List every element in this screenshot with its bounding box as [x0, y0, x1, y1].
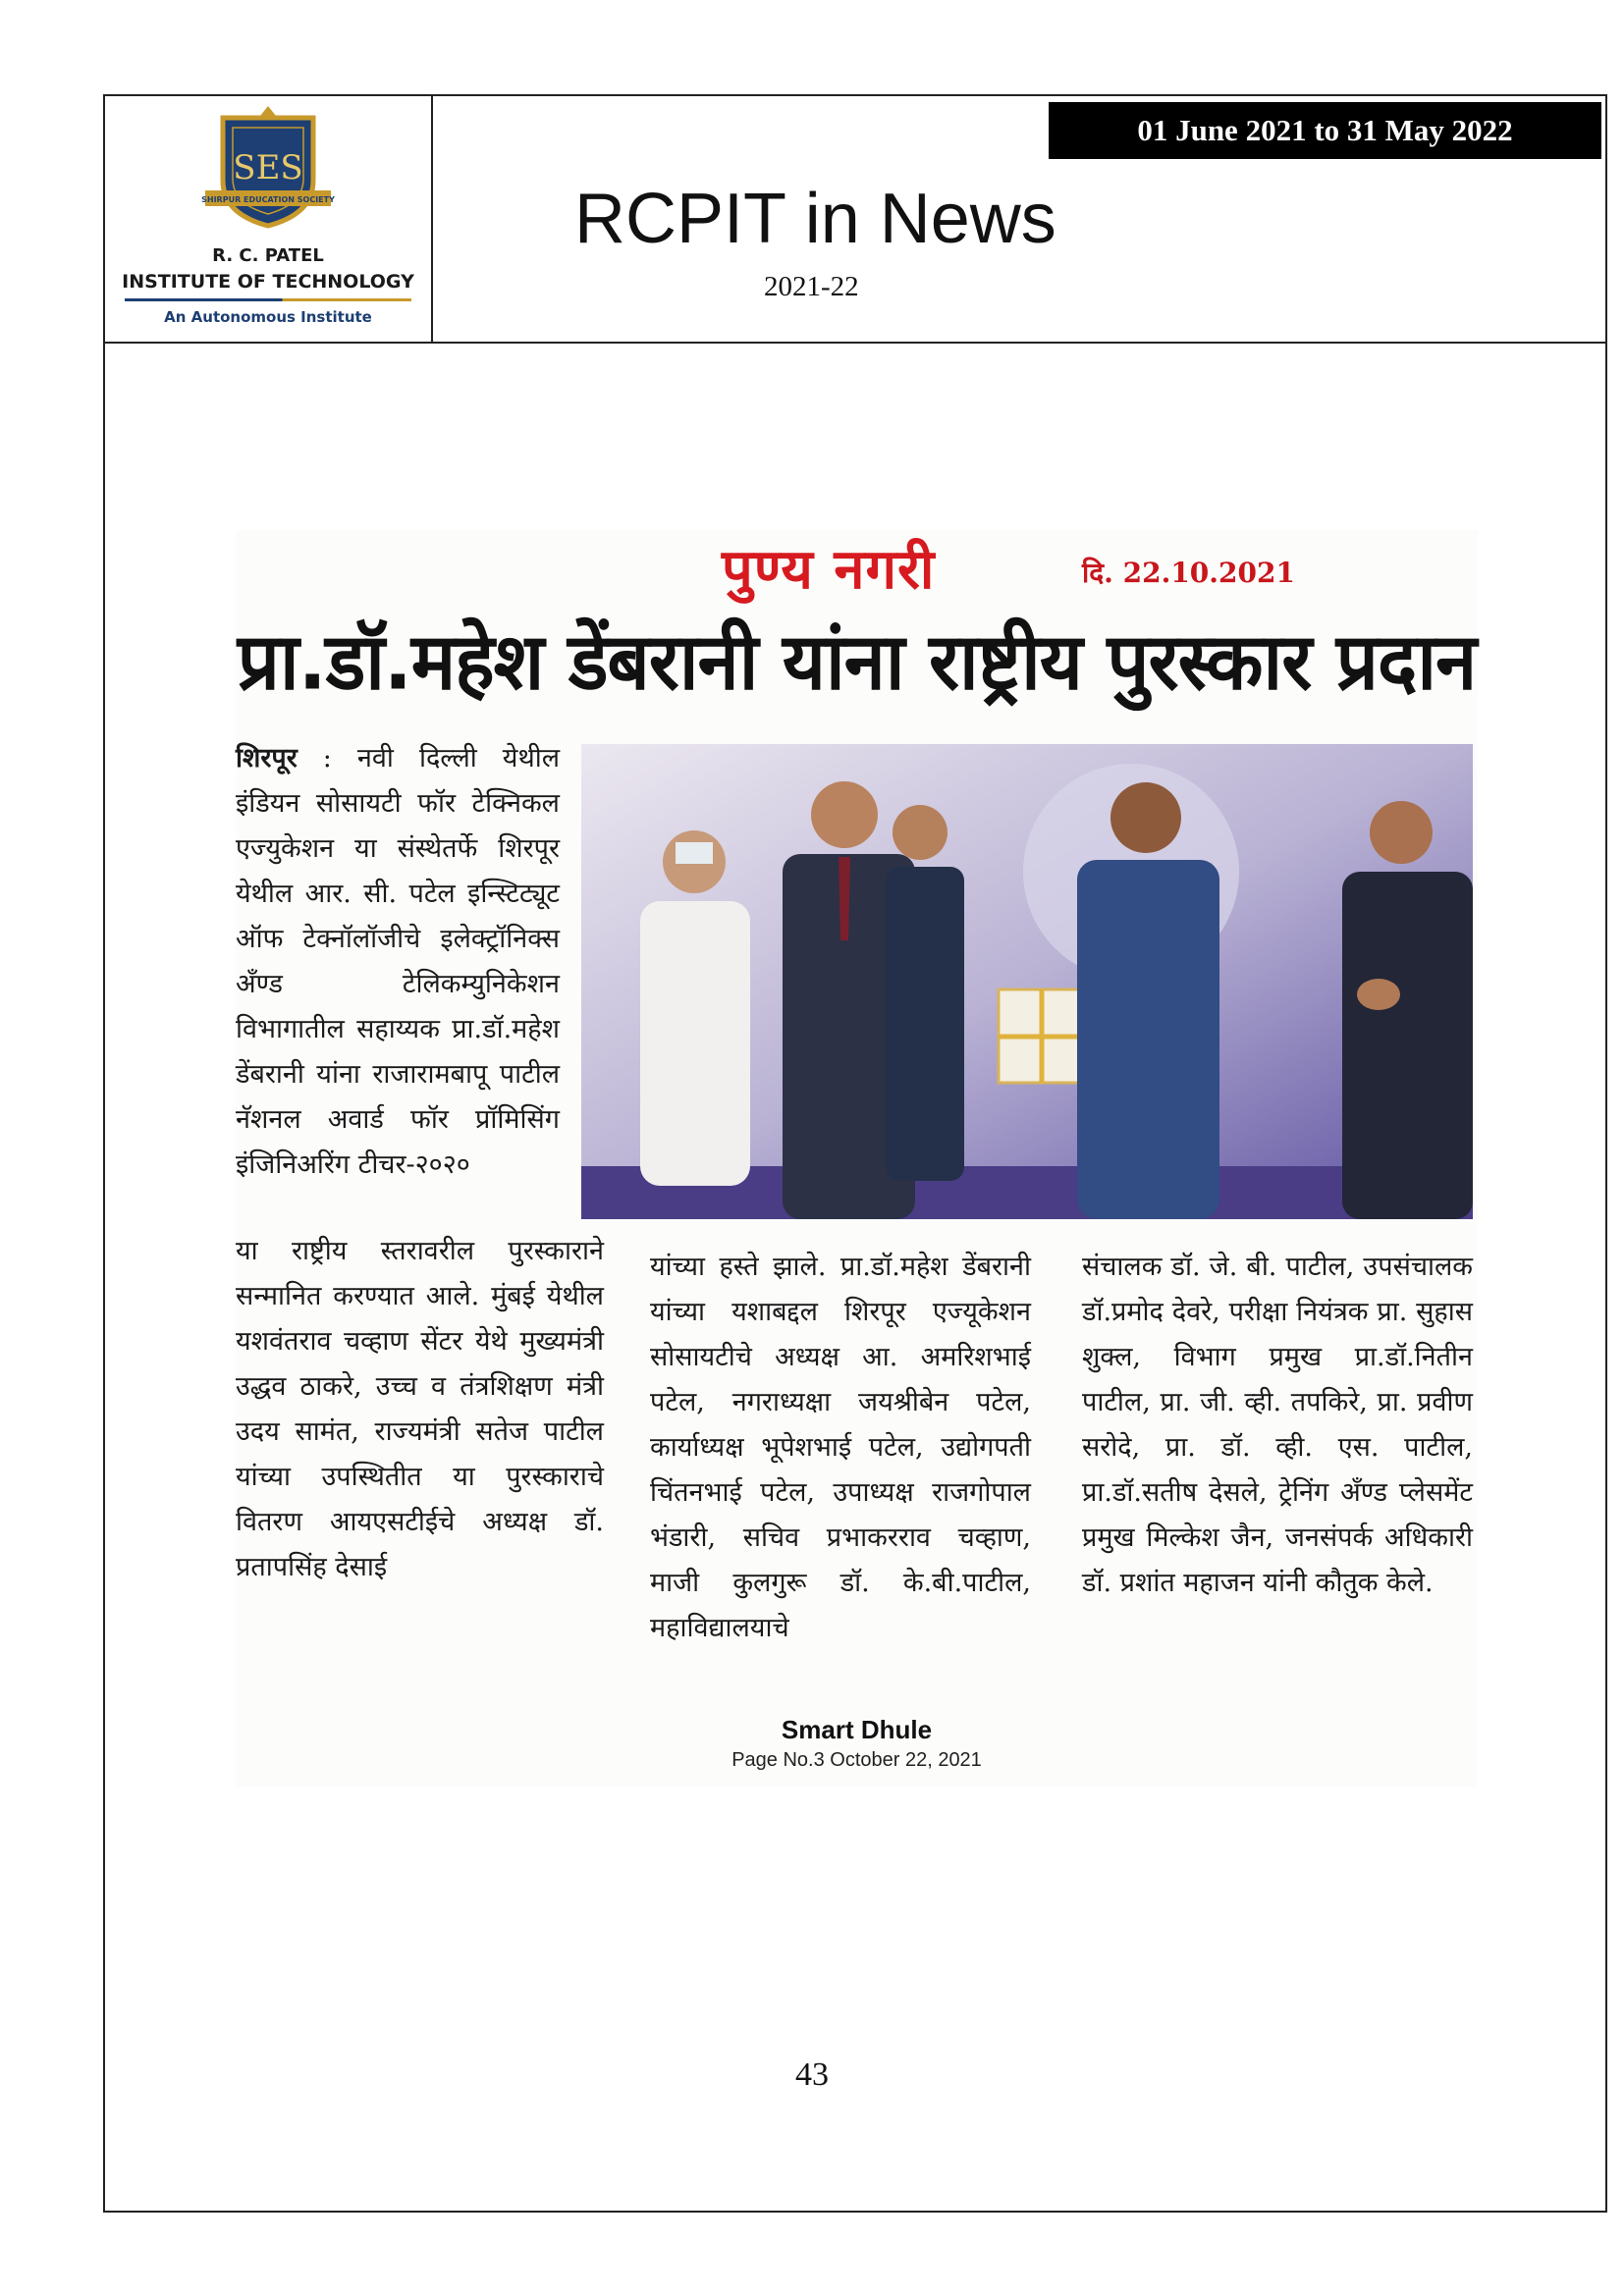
article-column-2: यांच्या हस्ते झाले. प्रा.डॉ.महेश डेंबरानी यांच्या यशाबद्दल शिरपूर एज्यूकेशन सोसायटीचे अध्यक्ष आ. अमरिशभाई पटेल, नगराध्यक्षा जयश्रीबेन पटेल, कार्याध्यक्ष भूपेशभाई पटेल, उद्योगपती चिंतनभाई पटेल, उपाध्यक्ष राजगोपाल भंडारी, सचिव प्रभाकरराव चव्हाण, माजी कुलगुरू डॉ. के.बी.पाटील, महाविद्यालयाचे [650, 1252, 1031, 1643]
article-column-1 [236, 736, 560, 1188]
institute-name-line1: R. C. PATEL [212, 245, 324, 266]
institute-name-line2: INSTITUTE OF TECHNOLOGY [122, 271, 414, 293]
award-ceremony-photo [581, 744, 1473, 1219]
article-headline: प्रा.डॉ.महेश डेंबरानी यांना राष्ट्रीय पुरस्कार प्रदान [237, 614, 1477, 708]
page-header [105, 96, 1605, 344]
article-col1-text: : नवी दिल्ली येथील इंडियन सोसायटी फॉर टेक्निकल एज्युकेशन या संस्थेतर्फे शिरपूर येथील आर. सी. पटेल इन्स्टिट्यूट ऑफ टेक्नॉलॉजीचे इलेक्ट्रॉनिक्स अँण्ड टेलिकम्युनिकेशन विभागातील सहाय्यक प्रा.डॉ.महेश डेंबरानी यांना राजारामबापू पाटील नॅशनल अवार्ड फॉर प्रॉमिसिंग इंजिनिअरिंग टीचर-२०२० [236, 743, 560, 1180]
newspaper-masthead [722, 530, 935, 605]
article-column-3: संचालक डॉ. जे. बी. पाटील, उपसंचालक डॉ.प्रमोद देवरे, परीक्षा नियंत्रक प्रा. सुहास शुक्ल, विभाग प्रमुख प्रा.डॉ.नितीन पाटील, प्रा. जी. व्ही. तपकिरे, प्रा. प्रवीण सरोदे, प्रा. डॉ. व्ही. एस. पाटील, प्रा.डॉ.सतीष देसले, ट्रेनिंग अँण्ड प्लेसमेंट प्रमुख मिल्केश जैन, जनसंपर्क अधिकारी डॉ. प्रशांत महाजन यांनी कौतुक केले. [1082, 1252, 1473, 1598]
page-title: RCPIT in News [574, 180, 1056, 258]
source-page-info: Page No.3 October 22, 2021 [731, 1749, 982, 1771]
institute-tagline: An Autonomous Institute [164, 308, 372, 326]
clipping-date: दि. 22.10.2021 [1082, 557, 1295, 589]
newspaper-name: पुण्य नगरी [722, 538, 936, 602]
newspaper-clipping [236, 530, 1478, 1787]
page-year: 2021-22 [764, 271, 859, 302]
institute-logo-block [105, 96, 433, 342]
source-publication: Smart Dhule [781, 1715, 933, 1744]
clipping-source [236, 1715, 1478, 1772]
article-dateline: शिरपूर [236, 743, 298, 774]
ses-shield-logo [201, 104, 335, 230]
logo-divider [125, 298, 411, 301]
article-column-1-continued: या राष्ट्रीय स्तरावरील पुरस्काराने सन्मानित करण्यात आले. मुंबई येथील यशवंतराव चव्हाण सेंटर येथे मुख्यमंत्री उद्धव ठाकरे, उच्च व तंत्रशिक्षण मंत्री उदय सामंत, राज्यमंत्री सतेज पाटील यांच्या उपस्थितीत या पुरस्काराचे वितरण आयएसटीईचे अध्यक्ष डॉ. प्रतापसिंह देसाई [236, 1236, 604, 1582]
page-number: 43 [795, 2056, 829, 2093]
logo-ribbon-text: SHIRPUR EDUCATION SOCIETY [201, 195, 335, 204]
logo-monogram: SES [233, 148, 303, 187]
date-range-badge: 01 June 2021 to 31 May 2022 [1049, 102, 1601, 159]
